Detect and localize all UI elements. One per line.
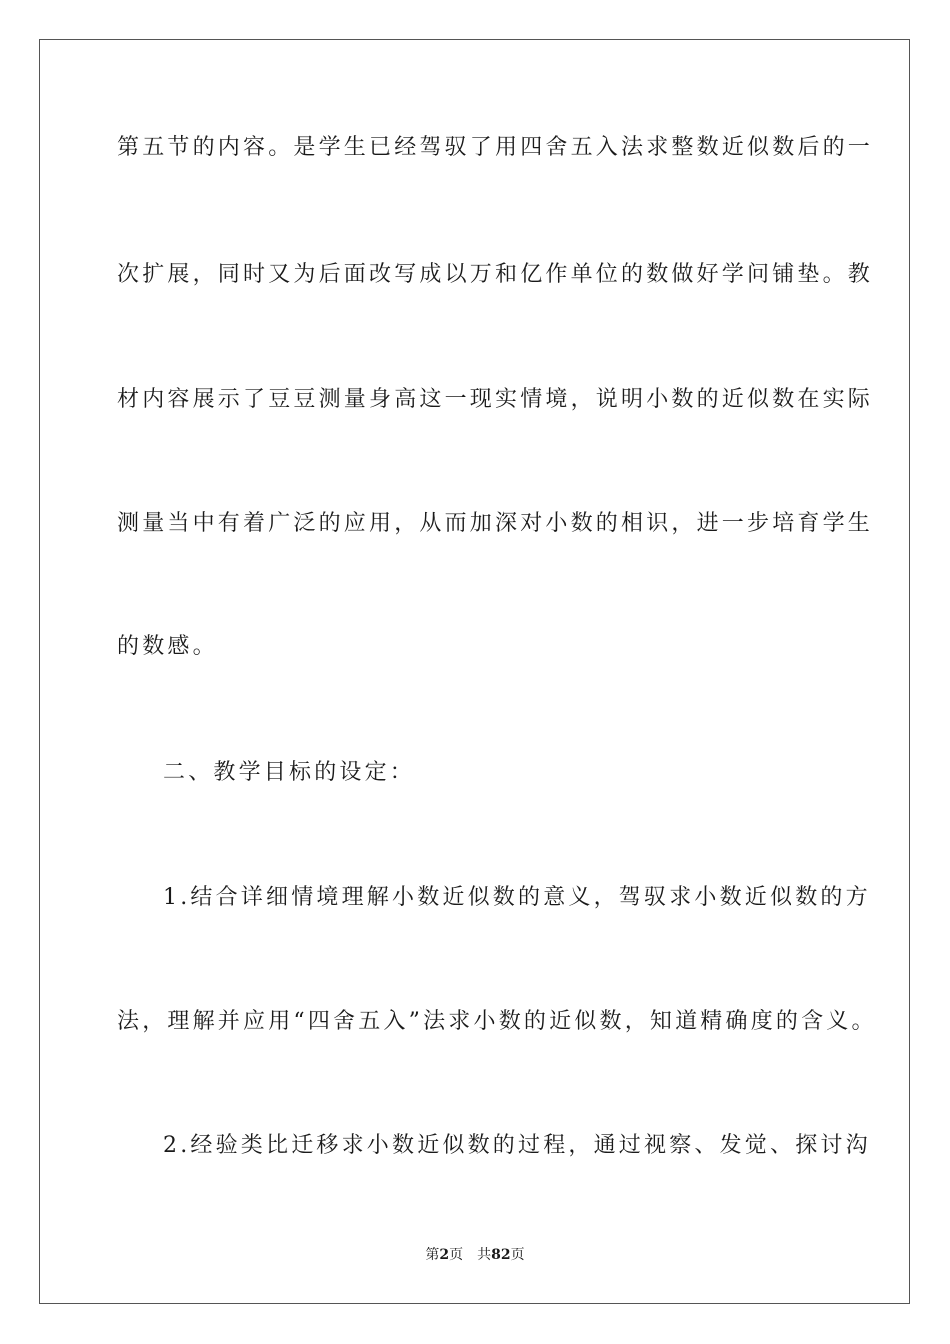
section-heading: 二、教学目标的设定： [163, 760, 416, 785]
page-frame [39, 39, 910, 1304]
paragraph-line-1: 第五节的内容。是学生已经驾驭了用四舍五入法求整数近似数后的一 [117, 135, 874, 160]
objective-1-line-2: 法，理解并应用“四舍五入”法求小数的近似数，知道精确度的含义。 [117, 1009, 877, 1034]
page-suffix: 页 [449, 1247, 464, 1263]
total-prefix: 共 [477, 1247, 492, 1263]
total-suffix: 页 [510, 1247, 525, 1263]
paragraph-line-3: 材内容展示了豆豆测量身高这一现实情境，说明小数的近似数在实际 [117, 387, 874, 412]
page-prefix: 第 [425, 1247, 440, 1263]
objective-2-line-1: 2.经验类比迁移求小数近似数的过程，通过视察、发觉、探讨沟 [163, 1133, 871, 1158]
total-pages: 82 [491, 1247, 511, 1263]
paragraph-line-4: 测量当中有着广泛的应用，从而加深对小数的相识，进一步培育学生 [117, 511, 874, 536]
objective-1-line-1: 1.结合详细情境理解小数近似数的意义，驾驭求小数近似数的方 [163, 885, 871, 910]
page-number: 2 [439, 1247, 450, 1263]
paragraph-line-2: 次扩展，同时又为后面改写成以万和亿作单位的数做好学问铺垫。教 [117, 262, 874, 287]
page-footer [0, 1246, 950, 1264]
paragraph-line-5: 的数感。 [117, 634, 218, 659]
